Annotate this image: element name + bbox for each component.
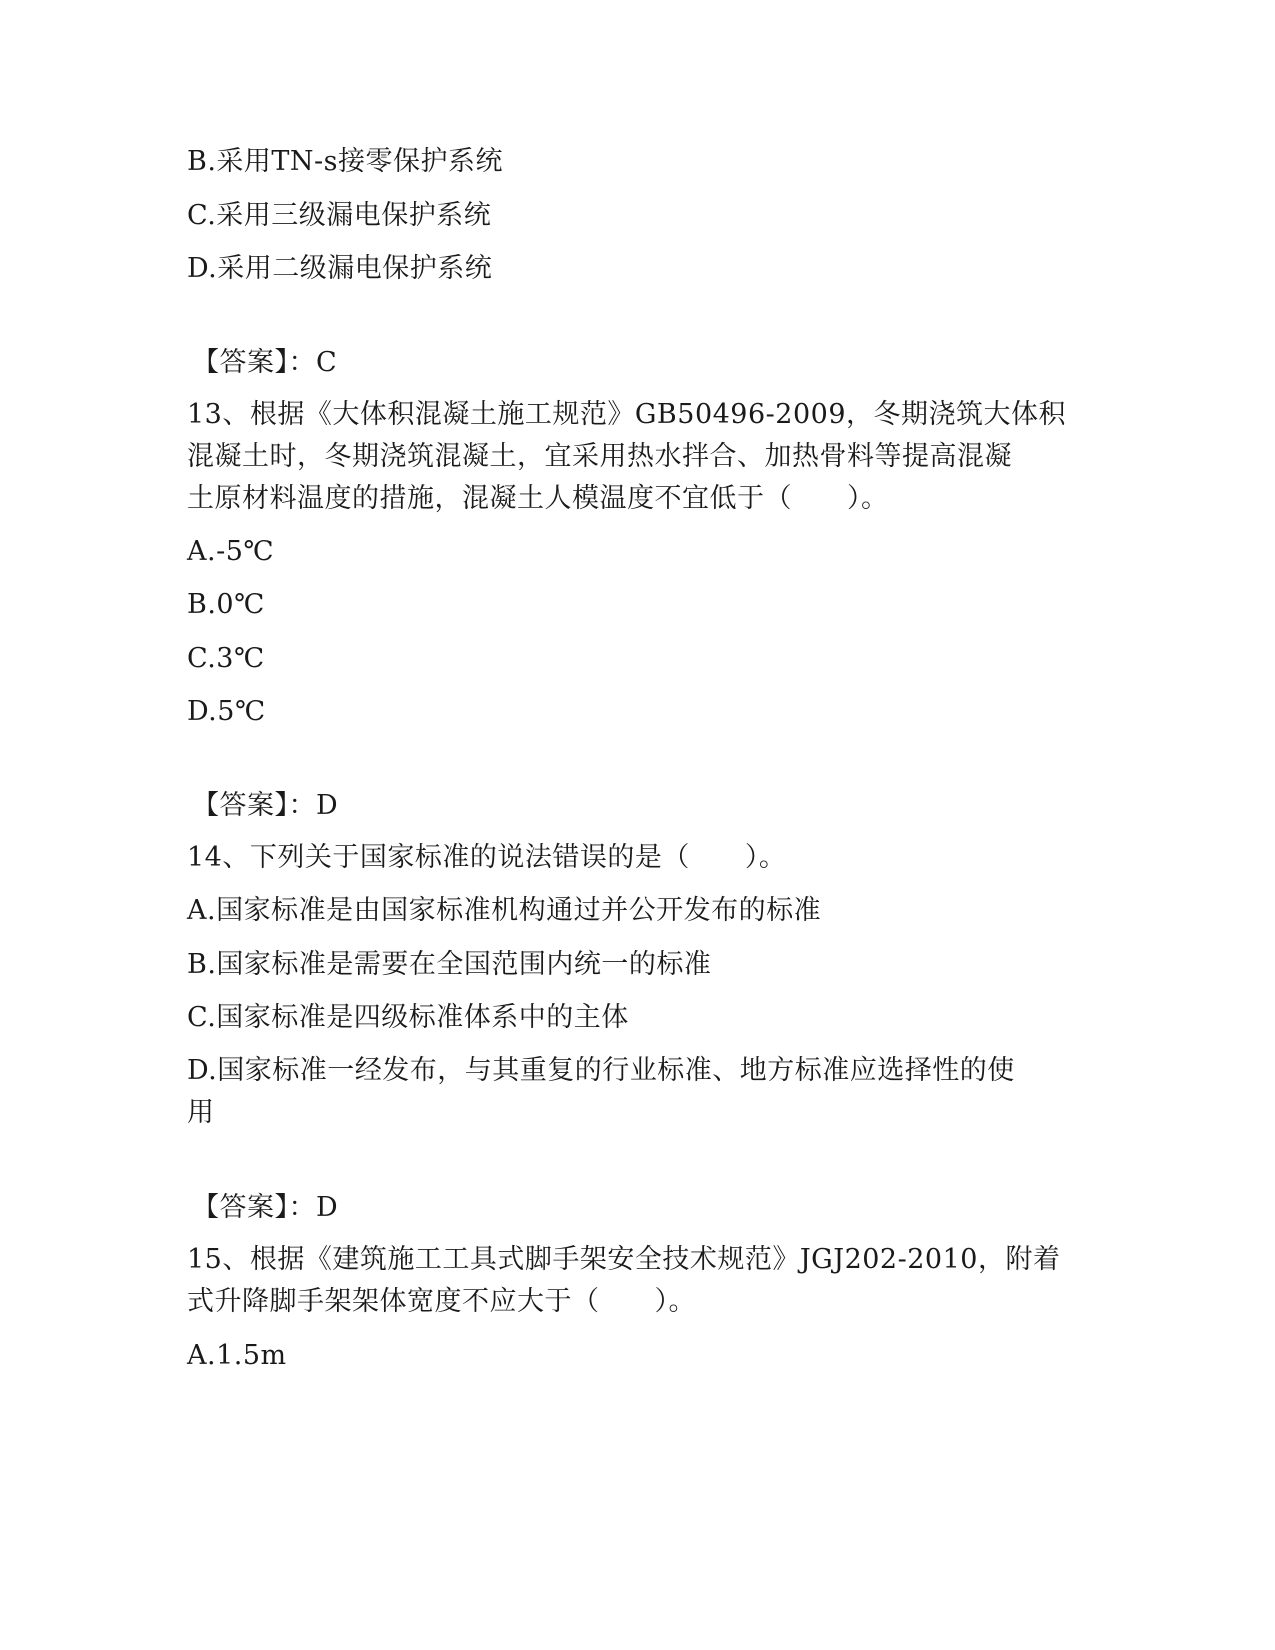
question-15-stem-line-1: 15、根据《建筑施工工具式脚手架安全技术规范》JGJ202-2010，附着	[187, 1244, 1061, 1275]
question-14-option-c: C.国家标准是四级标准体系中的主体	[187, 1002, 629, 1033]
question-13-stem-line-3: 土原材料温度的措施，混凝土人模温度不宜低于（ ）。	[187, 483, 889, 514]
question-13-stem-line-1: 13、根据《大体积混凝土施工规范》GB50496-2009，冬期浇筑大体积	[187, 399, 1066, 430]
option-c: C.采用三级漏电保护系统	[187, 200, 492, 231]
question-14-option-d-line-1: D.国家标准一经发布，与其重复的行业标准、地方标准应选择性的使	[187, 1055, 1015, 1086]
question-15-stem-line-2: 式升降脚手架架体宽度不应大于（ ）。	[187, 1286, 696, 1317]
question-14-option-d-line-2: 用	[187, 1097, 215, 1128]
question-13-option-c: C.3℃	[187, 643, 265, 674]
question-13-option-d: D.5℃	[187, 696, 266, 727]
question-14-option-b: B.国家标准是需要在全国范围内统一的标准	[187, 949, 712, 980]
question-13-option-a: A.-5℃	[187, 536, 275, 567]
question-15-option-a: A.1.5m	[187, 1340, 287, 1371]
question-14-answer: 【答案】：D	[192, 1192, 339, 1223]
option-d: D.采用二级漏电保护系统	[187, 253, 493, 284]
question-13-answer: 【答案】：D	[192, 790, 339, 821]
question-14-stem: 14、下列关于国家标准的说法错误的是（ ）。	[187, 842, 787, 873]
question-13-stem-line-2: 混凝土时，冬期浇筑混凝土，宜采用热水拌合、加热骨料等提高混凝	[187, 441, 1012, 472]
question-13-option-b: B.0℃	[187, 589, 265, 620]
question-14-option-a: A.国家标准是由国家标准机构通过并公开发布的标准	[187, 895, 822, 926]
answer-line: 【答案】：C	[192, 347, 338, 378]
option-b: B.采用TN-s接零保护系统	[187, 146, 504, 177]
